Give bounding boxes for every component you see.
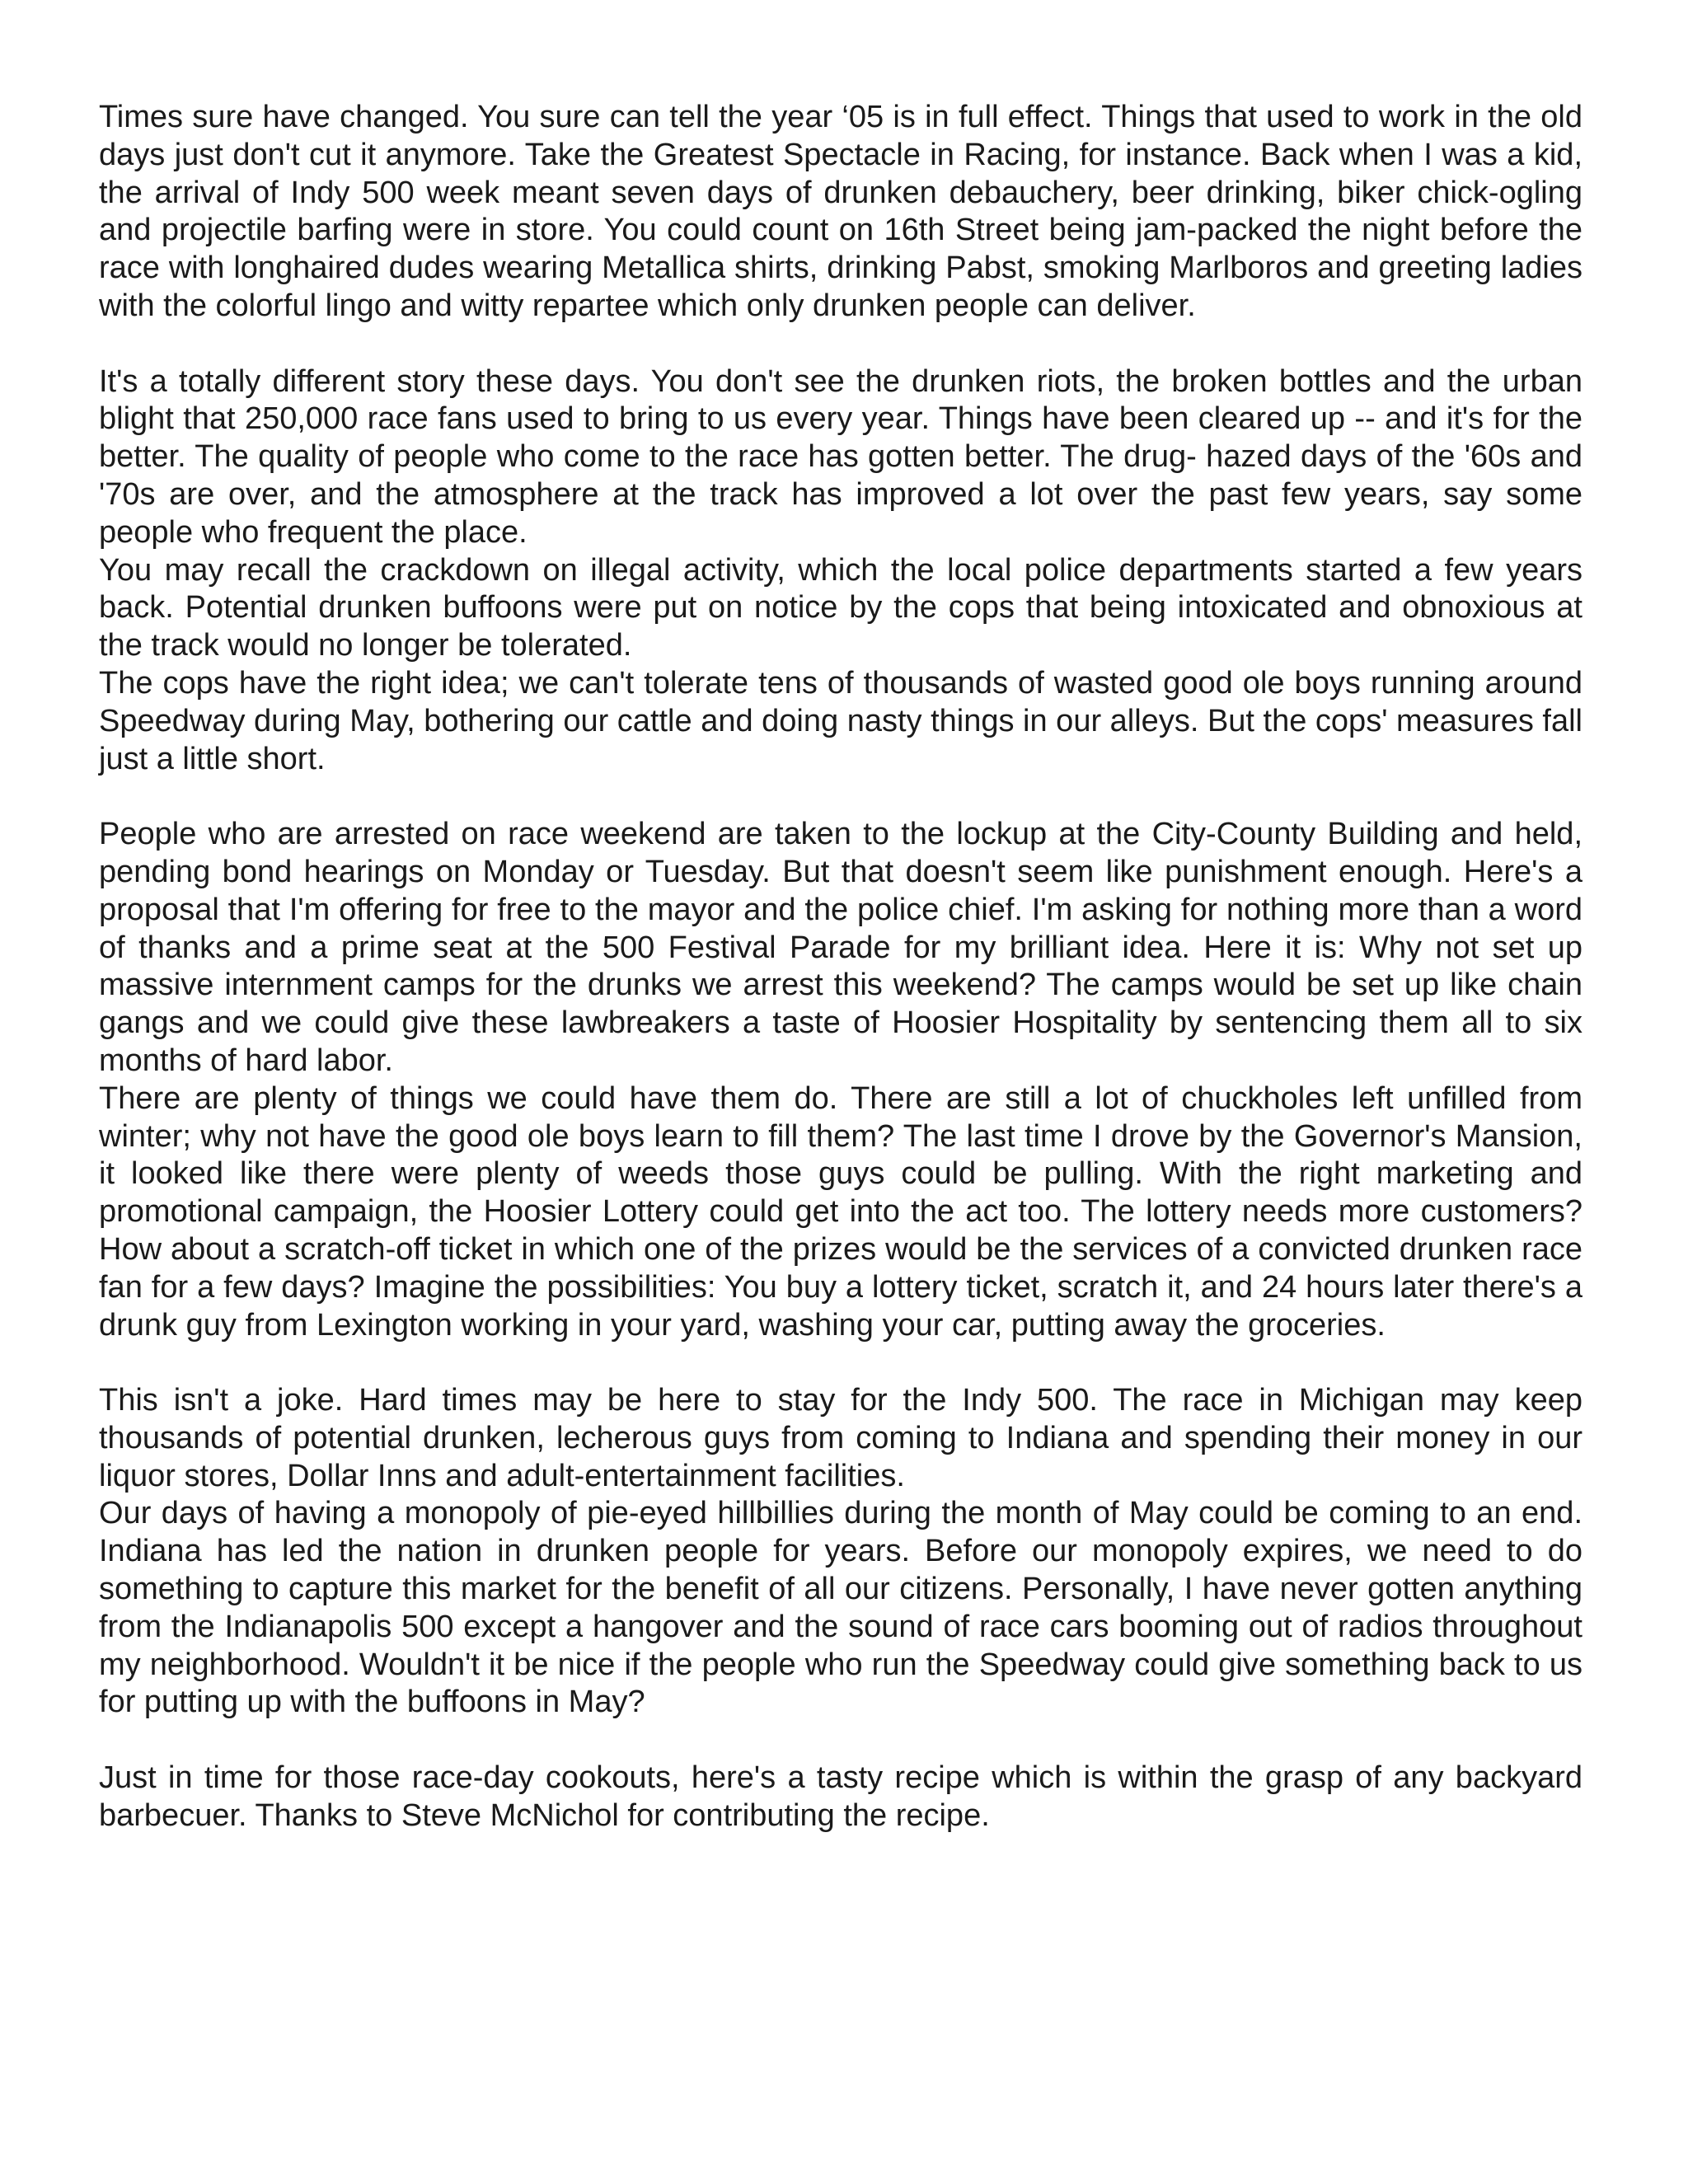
paragraph-1: Times sure have changed. You sure can tell the year ‘05 is in full effect. Things that used to work in the old days just don't cut it anymore. Take the Greatest Spectacle in Racing, for instance. Back when I was a kid, the arrival of Indy 500 week meant seven days of drunken debauchery, beer drinking, biker chick-ogling and projectile barfing were in store. You could count on 16th Street being jam-packed the night before the race with longhaired dudes wearing Metallica shirts, drinking Pabst, smoking Marlboros and greeting ladies with the colorful lingo and witty repartee which only drunken people can deliver.: [99, 100, 1582, 323]
paragraph-9: Just in time for those race-day cookouts, here's a tasty recipe which is within the grasp of any backyard barbecuer. Thanks to Steve McNichol for contributing the recipe.: [99, 1760, 1582, 1833]
document-body: [99, 99, 1582, 1835]
paragraph-2: It's a totally different story these days. You don't see the drunken riots, the broken bottles and the urban blight that 250,000 race fans used to bring to us every year. Things have been cleared up -- and it's for the better. The quality of people who come to the race has gotten better. The drug- hazed days of the '60s and '70s are over, and the atmosphere at the track has improved a lot over the past few years, say some people who frequent the place.: [99, 363, 1582, 550]
paragraph-8: Our days of having a monopoly of pie-eyed hillbillies during the month of May could be coming to an end. Indiana has led the nation in drunken people for years. Before our monopoly expires, we need to do something to capture this market for the benefit of all our citizens. Personally, I have never gotten anything from the Indianapolis 500 except a hangover and the sound of race cars booming out of radios throughout my neighborhood. Wouldn't it be nice if the people who run the Speedway could give something back to us for putting up with the buffoons in May?: [99, 1496, 1582, 1720]
paragraph-3: You may recall the crackdown on illegal activity, which the local police departments started a few years back. Potential drunken buffoons were put on notice by the cops that being intoxicated and obnoxious at the track would no longer be tolerated.: [99, 552, 1582, 663]
paragraph-4: The cops have the right idea; we can't tolerate tens of thousands of wasted good ole boys running around Speedway during May, bothering our cattle and doing nasty things in our alleys. But the cops' measures fall just a little short.: [99, 665, 1582, 776]
paragraph-5: People who are arrested on race weekend are taken to the lockup at the City-County Building and held, pending bond hearings on Monday or Tuesday. But that doesn't seem like punishment enough. Here's a proposal that I'm offering for free to the mayor and the police chief. I'm asking for nothing more than a word of thanks and a prime seat at the 500 Festival Parade for my brilliant idea. Here it is: Why not set up massive internment camps for the drunks we arrest this weekend? The camps would be set up like chain gangs and we could give these lawbreakers a taste of Hoosier Hospitality by sentencing them all to six months of hard labor.: [99, 817, 1582, 1078]
paragraph-7: This isn't a joke. Hard times may be here to stay for the Indy 500. The race in Michigan may keep thousands of potential drunken, lecherous guys from coming to Indiana and spending their money in our liquor stores, Dollar Inns and adult-entertainment facilities.: [99, 1383, 1582, 1493]
paragraph-6: There are plenty of things we could have them do. There are still a lot of chuckholes left unfilled from winter; why not have the good ole boys learn to fill them? The last time I drove by the Governor's Mansion, it looked like there were plenty of weeds those guys could be pulling. With the right marketing and promotional campaign, the Hoosier Lottery could get into the act too. The lottery needs more customers? How about a scratch-off ticket in which one of the prizes would be the services of a convicted drunken race fan for a few days? Imagine the possibilities: You buy a lottery ticket, scratch it, and 24 hours later there's a drunk guy from Lexington working in your yard, washing your car, putting away the groceries.: [99, 1080, 1582, 1343]
